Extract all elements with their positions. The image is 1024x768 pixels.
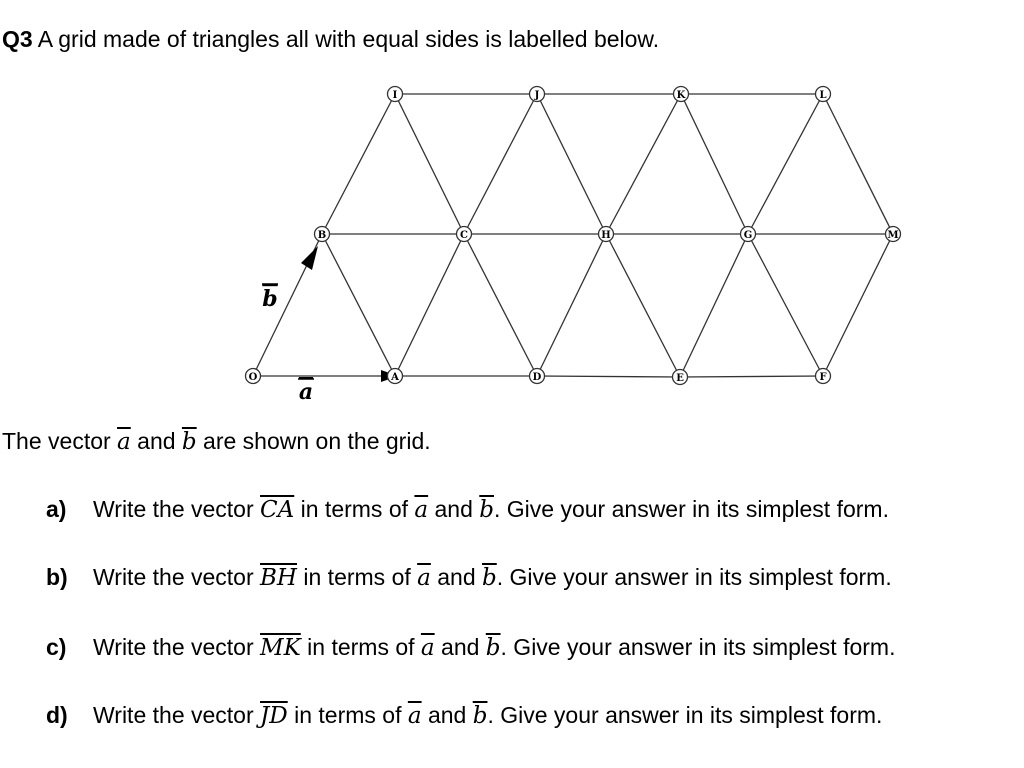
- question-label: b): [46, 564, 68, 590]
- vector-a-label: a: [298, 379, 314, 405]
- vector-name: $\overline{MK}$: [260, 635, 301, 661]
- node-label: A: [391, 372, 399, 383]
- edge-AC: [395, 234, 464, 376]
- edge-CD: [464, 234, 537, 376]
- question-a: a) Write the vector $\overline{CA}$ in terms of $\overline{a}$ and $\overline{b}$. Give your answer in its simplest form.: [46, 496, 889, 523]
- edge-IC: [395, 94, 464, 234]
- node-label: L: [819, 90, 827, 101]
- vector-b-arrowhead: [301, 246, 318, 270]
- node-label: G: [743, 230, 753, 241]
- edge-BA: [322, 234, 395, 376]
- edge-BI: [322, 94, 395, 234]
- question-label: c): [46, 634, 67, 660]
- node-label: I: [392, 90, 398, 101]
- node-label: M: [887, 230, 899, 241]
- vector-name: $\overline{CA}$: [260, 497, 295, 523]
- vector-name: $\overline{JD}$: [260, 703, 288, 729]
- edge-HE: [606, 234, 680, 377]
- edge-CJ: [464, 94, 537, 234]
- node-label: H: [601, 230, 611, 241]
- edge-FM: [823, 234, 893, 376]
- edge-LM: [823, 94, 893, 234]
- question-d: d) Write the vector $\overline{JD}$ in terms of $\overline{a}$ and $\overline{b}$. Give your answer in its simplest form.: [46, 702, 883, 729]
- node-label: B: [317, 230, 327, 241]
- node-label: C: [460, 230, 468, 241]
- question-label: d): [46, 702, 68, 728]
- intro-text: The vector $\overline{a}$ and $\overline{b}$ are shown on the grid.: [2, 428, 431, 455]
- edge-EG: [680, 234, 748, 377]
- question-b: b) Write the vector $\overline{BH}$ in terms of $\overline{a}$ and $\overline{b}$. Give your answer in its simplest form.: [46, 564, 892, 591]
- edge-JH: [537, 94, 606, 234]
- question-label: a): [46, 496, 67, 522]
- node-label: O: [248, 372, 258, 383]
- edge-GL: [748, 94, 823, 234]
- vector-b-label: b: [262, 286, 278, 312]
- question-c: c) Write the vector $\overline{MK}$ in terms of $\overline{a}$ and $\overline{b}$. Give your answer in its simplest form.: [46, 634, 896, 661]
- question-title: Q3 A grid made of triangles all with equal sides is labelled below.: [2, 26, 660, 52]
- node-label: E: [676, 373, 684, 384]
- node-label: J: [534, 90, 540, 101]
- edge-KG: [681, 94, 748, 234]
- node-label: F: [819, 372, 827, 383]
- edge-EF: [680, 376, 823, 377]
- edge-DH: [537, 234, 606, 376]
- edge-GF: [748, 234, 823, 376]
- edge-DE: [537, 376, 680, 377]
- edge-HK: [606, 94, 681, 234]
- vector-name: $\overline{BH}$: [260, 565, 297, 591]
- node-label: K: [676, 90, 686, 101]
- node-label: D: [532, 372, 542, 383]
